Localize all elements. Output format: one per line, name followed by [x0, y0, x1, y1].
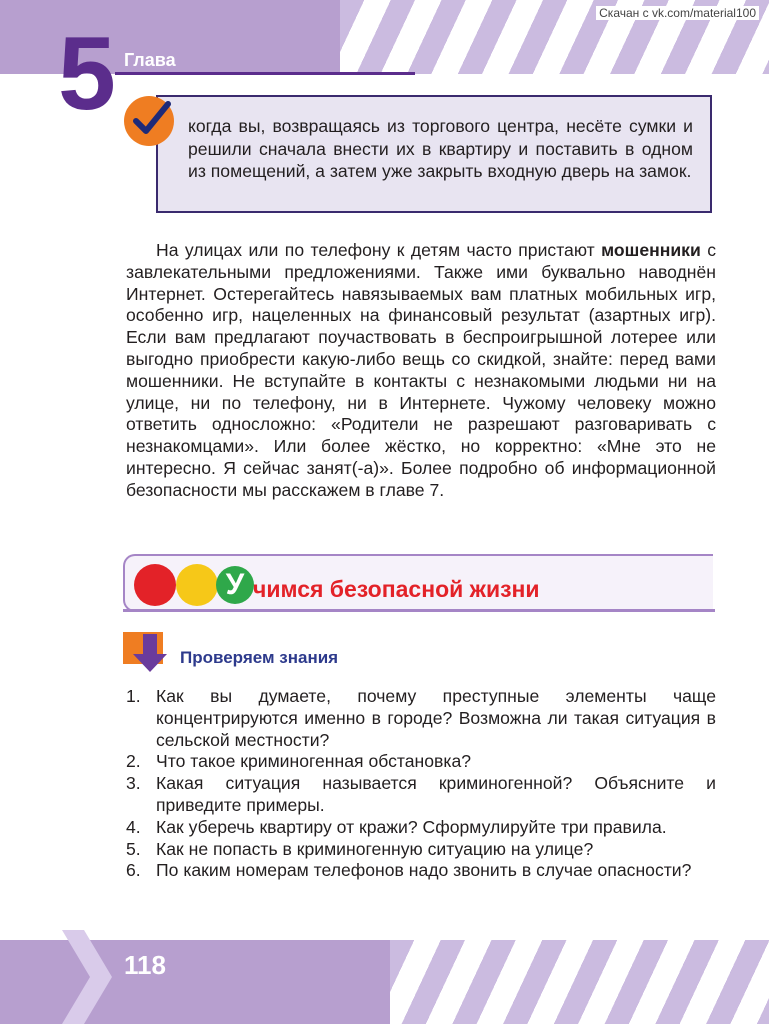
chevron-right-icon	[62, 930, 112, 1024]
section-title: чимся безопасной жизни	[253, 576, 540, 602]
section-banner-rule	[123, 609, 715, 612]
question-number: 6.	[126, 860, 141, 881]
question-item	[126, 686, 716, 751]
body-para-start: На улицах или по телефону к детям часто пристают	[156, 240, 602, 260]
chapter-number: 5	[58, 16, 116, 132]
check-knowledge-title: Проверяем знания	[180, 648, 339, 667]
chapter-label: Глава	[124, 50, 176, 70]
question-number: 1.	[126, 686, 141, 706]
question-text: Как не попасть в криминогенную ситуацию на улице?	[156, 838, 594, 859]
question-text: Что такое криминогенная обстановка?	[156, 751, 472, 772]
body-paragraph	[126, 240, 716, 502]
watermark: Скачан с vk.com/material100	[596, 6, 759, 20]
green-light-icon: У	[216, 566, 254, 604]
question-item	[126, 773, 716, 817]
red-light-icon	[134, 564, 176, 606]
page-number: 118	[124, 950, 166, 980]
question-number: 2.	[126, 751, 141, 772]
footer-stripes	[390, 940, 769, 1024]
question-text: Как уберечь квартиру от кражи? Сформулируйте три правила.	[156, 816, 667, 837]
question-item	[126, 817, 716, 839]
questions-list	[126, 686, 716, 882]
chevron-glyph	[62, 930, 112, 1024]
down-arrow-icon	[123, 632, 171, 674]
down-arrow-glyph	[123, 632, 171, 674]
question-item	[126, 839, 716, 861]
question-text: Как вы думаете, почему преступные элементы чаще концентрируются именно в городе? Возможна ли такая ситуация в сельской местности?	[156, 686, 716, 750]
question-number: 3.	[126, 773, 141, 794]
body-para-bold: мошенники	[601, 240, 701, 260]
question-number: 4.	[126, 816, 141, 837]
callout-text: когда вы, возвращаясь из торгового центра, несёте сумки и решили сначала внести их в квартиру и поставить в одном из помещений, а затем уже закрыть входную дверь на замок.	[188, 116, 693, 181]
checkmark-icon	[124, 96, 174, 146]
header-rule	[115, 72, 415, 75]
question-item	[126, 860, 716, 882]
question-text: По каким номерам телефонов надо звонить в случае опасности?	[156, 860, 692, 881]
question-text: Какая ситуация называется криминогенной? Объясните и приведите примеры.	[156, 773, 716, 815]
question-number: 5.	[126, 838, 141, 859]
question-item	[126, 751, 716, 773]
checkmark-glyph	[124, 96, 174, 146]
body-para-rest: с завлекательными предложениями. Также ими буквально наводнён Интернет. Остерегайтесь навязываемых вам платных мобильных игр, особенно игр, нацеленных на финансовый результат (азартных игр). Если вам предлагают поучаствовать в беспроигрышной лотерее или выгодно приобрести какую-либо вещь со скидкой, знайте: перед вами мошенники. Не вступайте в контакты с незнакомыми людьми ни на улице, ни по телефону, ни в Интернете. Чужому человеку можно ответить односложно: «Родители не разрешают разговаривать с незнакомцами». Или более жёстко, но корректно: «Мне это не интересно. Я сейчас занят(-а)». Более подробно об информационной безопасности мы расскажем в главе 7.	[126, 240, 717, 500]
yellow-light-icon	[176, 564, 218, 606]
